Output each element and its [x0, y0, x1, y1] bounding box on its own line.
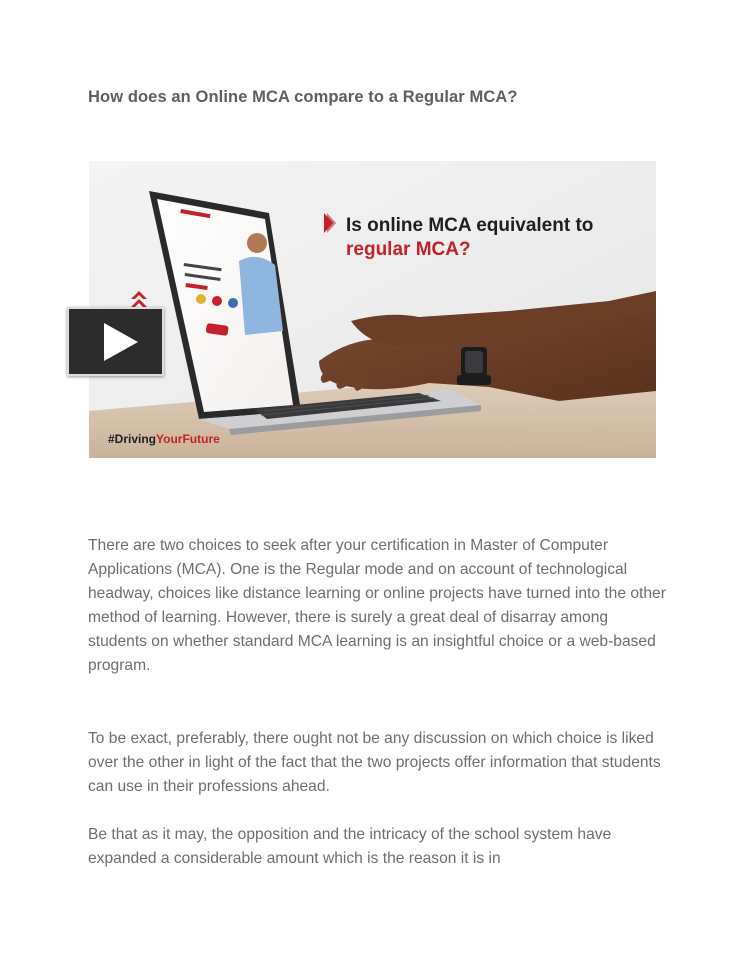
paragraph-3: Be that as it may, the opposition and the intricacy of the school system have expanded a considerable amount which is the reason it is in — [88, 826, 612, 867]
play-icon — [104, 323, 138, 361]
hero-headline — [346, 214, 646, 262]
hero-headline-line1: Is online MCA equivalent to — [346, 215, 594, 236]
paragraph-2: To be exact, preferably, there ought not be any discussion on which choice is liked over the other in light of the fact that the two projects offer information that students can use in their professions ahead. — [88, 730, 661, 795]
hero-image — [89, 161, 656, 458]
hero-hashtag — [108, 432, 220, 446]
hashtag-prefix: #Driving — [108, 432, 157, 446]
video-play-button[interactable] — [67, 307, 164, 376]
hashtag-accent: YourFuture — [156, 432, 220, 446]
paragraph-1: There are two choices to seek after your certification in Master of Computer Applications (MCA). One is the Regular mode and on account of technological headway, choices like distance learning or online projects have turned into the other method of learning. However, there is surely a great deal of disarray among students on whether standard MCA learning is an insightful choice or a web-based program. — [88, 537, 666, 674]
page-title: How does an Online MCA compare to a Regular MCA? — [88, 88, 518, 106]
hero-headline-line2: regular MCA? — [346, 239, 471, 260]
